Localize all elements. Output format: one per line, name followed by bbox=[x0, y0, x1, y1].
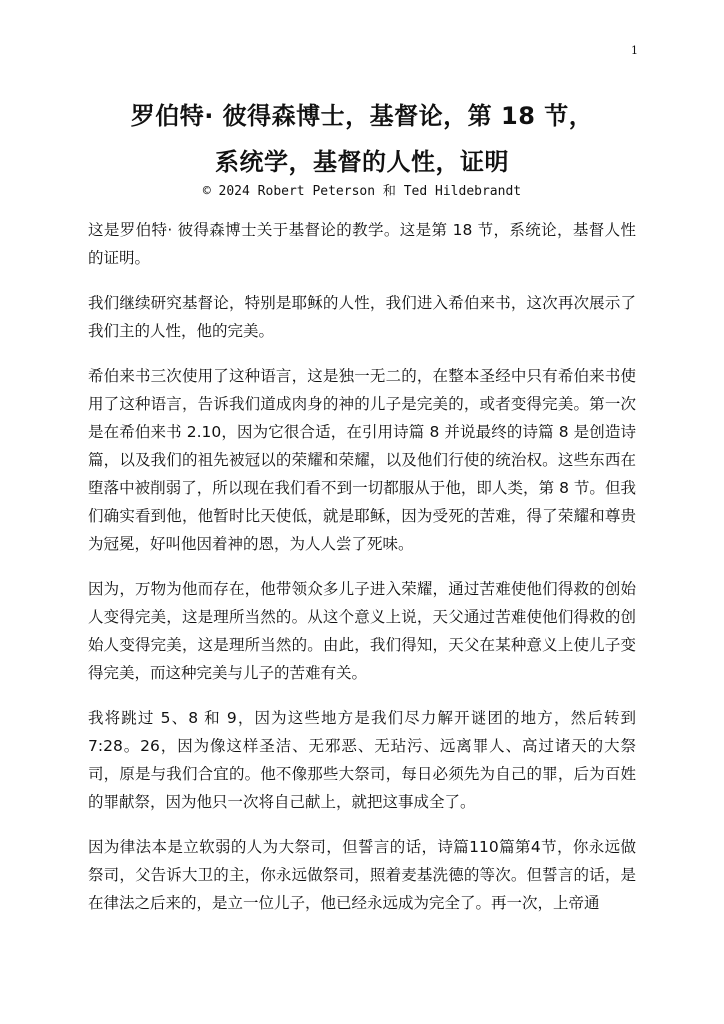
paragraph: 希伯来书三次使用了这种语言，这是独一无二的，在整本圣经中只有希伯来书使用了这种语言，告诉我们道成肉身的神的儿子是完美的，或者变得完美。第一次是在希伯来书 2.10，因为它很合适，在引用诗篇 8 并说最终的诗篇 8 是创造诗篇，以及我们的祖先被冠以的荣耀和荣耀，以及他们行使的统治权。这些东西在堕落中被削弱了，所以现在我们看不到一切都服从于他，即人类，第 8 节。但我们确实看到他，他暂时比天使低，就是耶稣，因为受死的苦难，得了荣耀和尊贵为冠冕，好叫他因着神的恩，为人人尝了死味。 bbox=[88, 367, 636, 553]
document-title-line-2: 系统学，基督的人性，证明 bbox=[215, 148, 509, 176]
document-title-line-1: 罗伯特· 彼得森博士，基督论，第 18 节， bbox=[130, 102, 594, 130]
paragraph: 我将跳过 5、8 和 9，因为这些地方是我们尽力解开谜团的地方，然后转到 7:28。26，因为像这样圣洁、无邪恶、无玷污、远离罪人、高过诸天的大祭司，原是与我们合宜的。他不像那些大祭司，每日必须先为自己的罪，后为百姓的罪献祭，因为他只一次将自己献上，就把这事成全了。 bbox=[88, 709, 636, 811]
paragraph: 因为，万物为他而存在，他带领众多儿子进入荣耀，通过苦难使他们得救的创始人变得完美，这是理所当然的。从这个意义上说，天父通过苦难使他们得救的创始人变得完美，这是理所当然的。由此，我们得知，天父在某种意义上使儿子变得完美，而这种完美与儿子的苦难有关。 bbox=[88, 580, 636, 682]
paragraph: 我们继续研究基督论，特别是耶稣的人性，我们进入希伯来书，这次再次展示了我们主的人性，他的完美。 bbox=[88, 294, 636, 340]
document-body bbox=[88, 216, 636, 934]
paragraph: 因为律法本是立软弱的人为大祭司，但誓言的话，诗篇110篇第4节，你永远做祭司，父告诉大卫的主，你永远做祭司，照着麦基洗德的等次。但誓言的话，是在律法之后来的，是立一位儿子，他已经永远成为完全了。再一次，上帝通 bbox=[88, 838, 636, 912]
paragraph: 这是罗伯特· 彼得森博士关于基督论的教学。这是第 18 节，系统论，基督人性的证明。 bbox=[88, 221, 636, 267]
page-number: 1 bbox=[631, 44, 638, 57]
copyright-notice: © 2024 Robert Peterson 和 Ted Hildebrandt bbox=[202, 184, 522, 199]
